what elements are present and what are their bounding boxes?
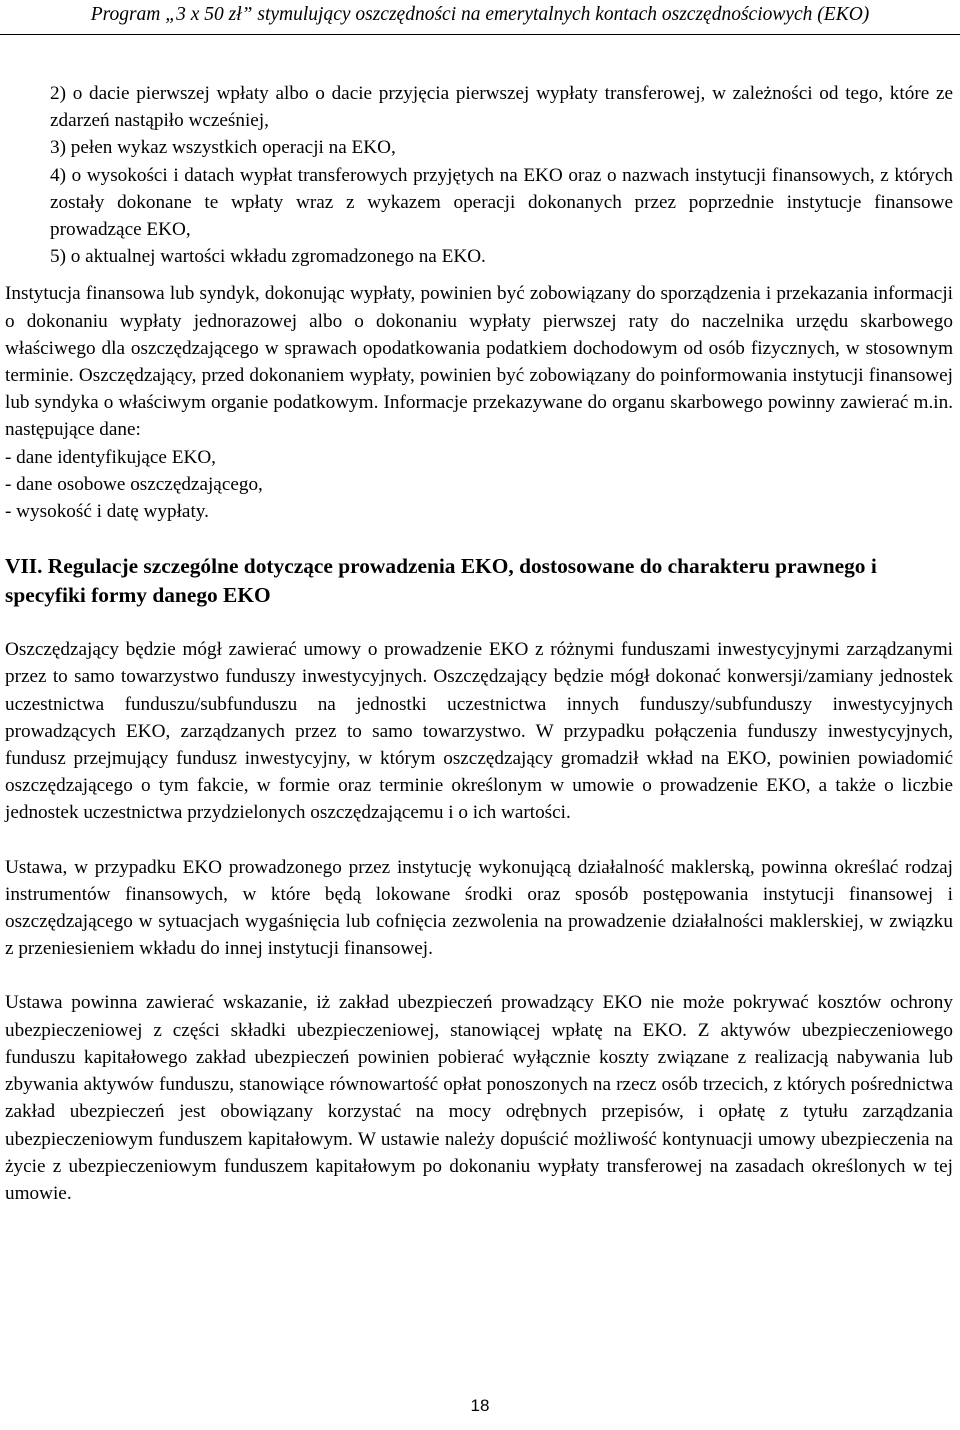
document-body <box>5 80 953 1207</box>
dash-list-item: - dane osobowe oszczędzającego, <box>5 473 263 495</box>
section-heading: VII. Regulacje szczególne dotyczące prowadzenia EKO, dostosowane do charakteru prawnego i specyfiki formy danego EKO <box>5 554 877 607</box>
list-item: 5) o aktualnej wartości wkładu zgromadzonego na EKO. <box>50 246 486 268</box>
numbered-list <box>50 80 953 270</box>
paragraph: Oszczędzający będzie mógł zawierać umowy o prowadzenie EKO z różnymi funduszami inwestycyjnymi zarządzanymi przez to samo towarzystwo funduszy inwestycyjnych. Oszczędzający będzie mógł dokonać konwersji/zamiany jednostek uczestnictwa funduszu/subfunduszu na jednostki uczestnictwa innych funduszy/subfunduszy inwestycyjnych prowadzących EKO, zarządzanych przez to samo towarzystwo. W przypadku połączenia funduszy inwestycyjnych, fundusz przejmujący fundusz inwestycyjny, w którym oszczędzający gromadził wkład na EKO, powinien powiadomić oszczędzającego o tym fakcie, w formie oraz terminie określonym w umowie o prowadzenie EKO, a także o liczbie jednostek uczestnictwa przydzielonych oszczędzającemu i o ich wartości. <box>5 639 953 824</box>
list-item: 3) pełen wykaz wszystkich operacji na EKO, <box>50 137 396 159</box>
page-number: 18 <box>470 1396 490 1415</box>
running-header: Program „3 x 50 zł” stymulujący oszczędności na emerytalnych kontach oszczędnościowych (EKO) <box>0 0 960 38</box>
list-item: 2) o dacie pierwszej wpłaty albo o dacie przyjęcia pierwszej wypłaty transferowej, w zależności od tego, które ze zdarzeń nastąpiło wcześniej, <box>50 83 953 132</box>
dash-list-item: - dane identyfikujące EKO, <box>5 446 216 468</box>
list-item: 4) o wysokości i datach wypłat transferowych przyjętych na EKO oraz o nazwach instytucji finansowych, z których zostały dokonane te wpłaty wraz z wykazem operacji dokonanych przez poprzednie instytucje finansowe prowadzące EKO, <box>50 164 953 241</box>
dash-list-item: - wysokość i datę wypłaty. <box>5 501 209 523</box>
paragraph: Ustawa powinna zawierać wskazanie, iż zakład ubezpieczeń prowadzący EKO nie może pokrywać kosztów ochrony ubezpieczeniowej z części składki ubezpieczeniowej, stanowiącej wpłatę na EKO. Z aktywów ubezpieczeniowego funduszu kapitałowego zakład ubezpieczeń powinien pobierać wyłącznie koszty związane z realizacją nabywania lub zbywania aktywów funduszu, stanowiące równowartość opłat ponoszonych na rzecz osób trzecich, z których pośrednictwa zakład ubezpieczeń jest obowiązany korzystać na mocy odrębnych przepisów, i opłatę z tytułu zarządzania ubezpieczeniowym funduszem kapitałowym. W ustawie należy dopuścić możliwość kontynuacji umowy ubezpieczenia na życie z ubezpieczeniowym funduszem kapitałowym po dokonaniu wypłaty transferowej na zasadach określonych w tej umowie. <box>5 992 953 1204</box>
paragraph: Ustawa, w przypadku EKO prowadzonego przez instytucję wykonującą działalność maklerską, powinna określać rodzaj instrumentów finansowych, w które będą lokowane środki oraz sposób postępowania instytucji finansowej i oszczędzającego w sytuacjach wygaśnięcia lub cofnięcia zezwolenia na prowadzenie działalności maklerskiej, w związku z przeniesieniem wkładu do innej instytucji finansowej. <box>5 856 953 960</box>
paragraph: Instytucja finansowa lub syndyk, dokonując wypłaty, powinien być zobowiązany do sporządzenia i przekazania informacji o dokonaniu wypłaty jednorazowej albo o dokonaniu wypłaty pierwszej raty do naczelnika urzędu skarbowego właściwego dla oszczędzającego w sprawach opodatkowania podatkiem dochodowym od osób fizycznych, w stosownym terminie. Oszczędzający, przed dokonaniem wypłaty, powinien być zobowiązany do poinformowania instytucji finansowej lub syndyka o właściwym organie podatkowym. Informacje przekazywane do organu skarbowego powinny zawierać m.in. następujące dane: <box>5 283 953 441</box>
